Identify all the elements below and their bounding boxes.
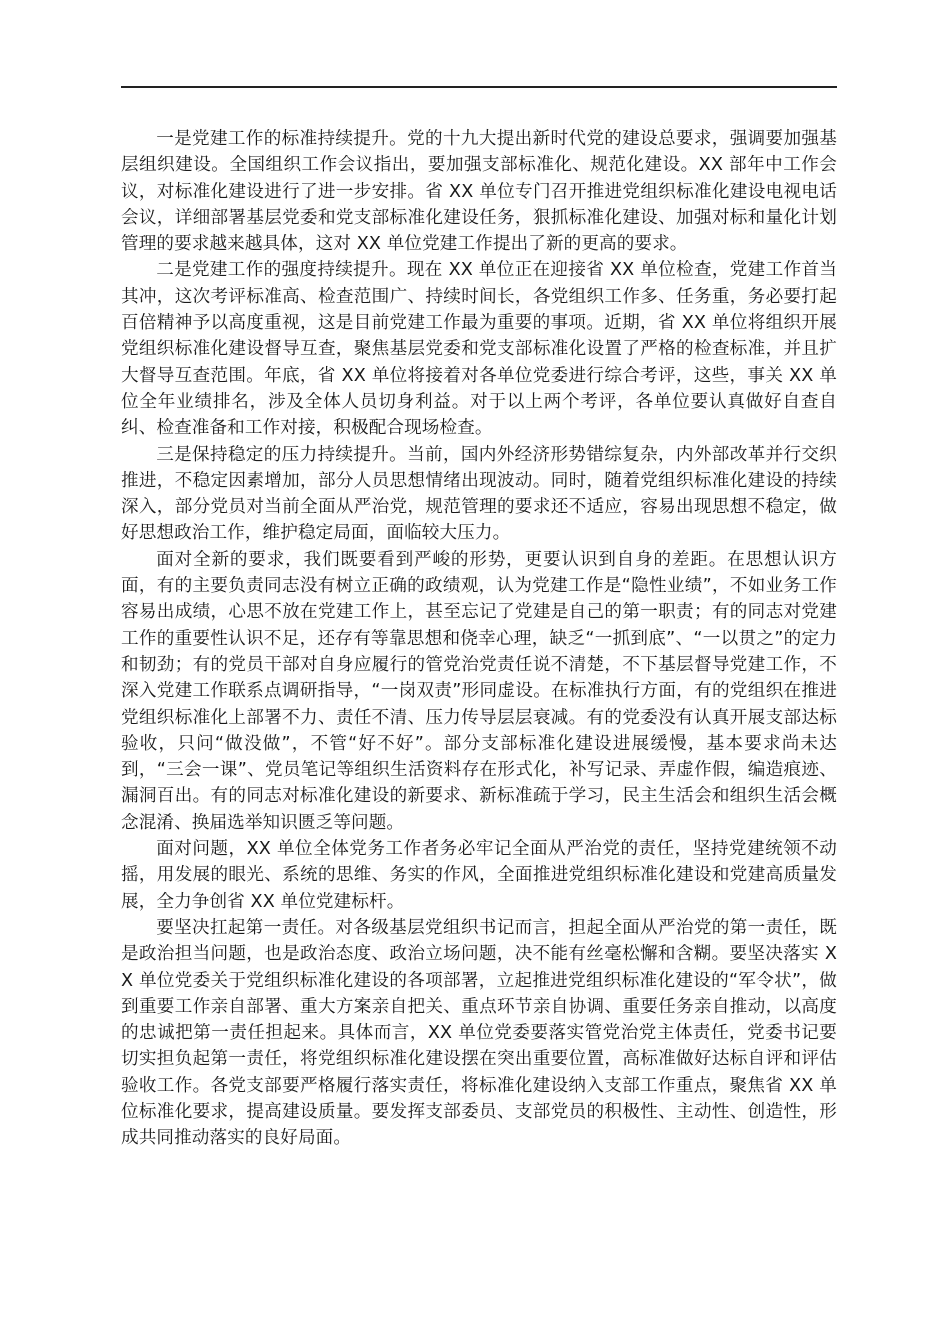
paragraph-standard-rising: 一是党建工作的标准持续提升。党的十九大提出新时代党的建设总要求，强调要加强基层组织建设。全国组织工作会议指出，要加强支部标准化、规范化建设。XX 部年中工作会议，对标准化建设进行了进一步安排。省 XX 单位专门召开推进党组织标准化建设电视电话会议，详细部署基层党委和党支部标准化建设任务，狠抓标准化建设、加强对标和量化计划管理的要求越来越具体，这对 XX 单位党建工作提出了新的更高的要求。 <box>121 129 837 255</box>
document-body <box>121 126 837 1152</box>
paragraph-intensity-rising: 二是党建工作的强度持续提升。现在 XX 单位正在迎接省 XX 单位检查，党建工作首当其冲，这次考评标准高、检查范围广、持续时间长，各党组织工作多、任务重，务必要打起百倍精神予以高度重视，这是目前党建工作最为重要的事项。近期，省 XX 单位将组织开展党组织标准化建设督导互查，聚焦基层党委和党支部标准化设置了严格的检查标准，并且扩大督导互查范围。年底，省 XX 单位将接着对各单位党委进行综合考评，这些，事关 XX 单位全年业绩排名，涉及全体人员切身利益。对于以上两个考评，各单位要认真做好自查自纠、检查准备和工作对接，积极配合现场检查。 <box>121 260 837 439</box>
paragraph-stability-pressure: 三是保持稳定的压力持续提升。当前，国内外经济形势错综复杂，内外部改革并行交织推进，不稳定因素增加，部分人员思想情绪出现波动。同时，随着党组织标准化建设的持续深入，部分党员对当前全面从严治党，规范管理的要求还不适应，容易出现思想不稳定，做好思想政治工作，维护稳定局面，面临较大压力。 <box>121 444 837 544</box>
paragraph-facing-problems: 面对问题，XX 单位全体党务工作者务必牢记全面从严治党的责任，坚持党建统领不动摇，用发展的眼光、系统的思维、务实的作风，全面推进党组织标准化建设和党建高质量发展，全力争创省 XX 单位党建标杆。 <box>121 839 837 912</box>
paragraph-first-responsibility: 要坚决扛起第一责任。对各级基层党组织书记而言，担起全面从严治党的第一责任，既是政治担当问题，也是政治态度、政治立场问题，决不能有丝毫松懈和含糊。要坚决落实 XX 单位党委关于党组织标准化建设的各项部署，立起推进党组织标准化建设的“军令状”，做到重要工作亲自部署、重大方案亲自把关、重点环节亲自协调、重要任务亲自推动，以高度的忠诚把第一责任担起来。具体而言，XX 单位党委要落实管党治党主体责任，党委书记要切实担负起第一责任，将党组织标准化建设摆在突出重要位置，高标准做好达标自评和评估验收工作。各党支部要严格履行落实责任，将标准化建设纳入支部工作重点，聚焦省 XX 单位标准化要求，提高建设质量。要发挥支部委员、支部党员的积极性、主动性、创造性，形成共同推动落实的良好局面。 <box>121 917 837 1149</box>
paragraph-gaps: 面对全新的要求，我们既要看到严峻的形势，更要认识到自身的差距。在思想认识方面，有的主要负责同志没有树立正确的政绩观，认为党建工作是“隐性业绩”，不如业务工作容易出成绩，心思不放在党建工作上，甚至忘记了党建是自己的第一职责；有的同志对党建工作的重要性认识不足，还存有等靠思想和侥幸心理，缺乏“一抓到底”、“一以贯之”的定力和韧劲；有的党员干部对自身应履行的管党治党责任说不清楚，不下基层督导党建工作，不深入党建工作联系点调研指导，“一岗双责”形同虚设。在标准执行方面，有的党组织在推进党组织标准化上部署不力、责任不清、压力传导层层衰减。有的党委没有认真开展支部达标验收，只问“做没做”，不管“好不好”。部分支部标准化建设进展缓慢，基本要求尚未达到，“三会一课”、党员笔记等组织生活资料存在形式化，补写记录、弄虚作假，编造痕迹、漏洞百出。有的同志对标准化建设的新要求、新标准疏于学习，民主生活会和组织生活会概念混淆、换届选举知识匮乏等问题。 <box>121 549 837 833</box>
header-rule <box>121 86 837 88</box>
